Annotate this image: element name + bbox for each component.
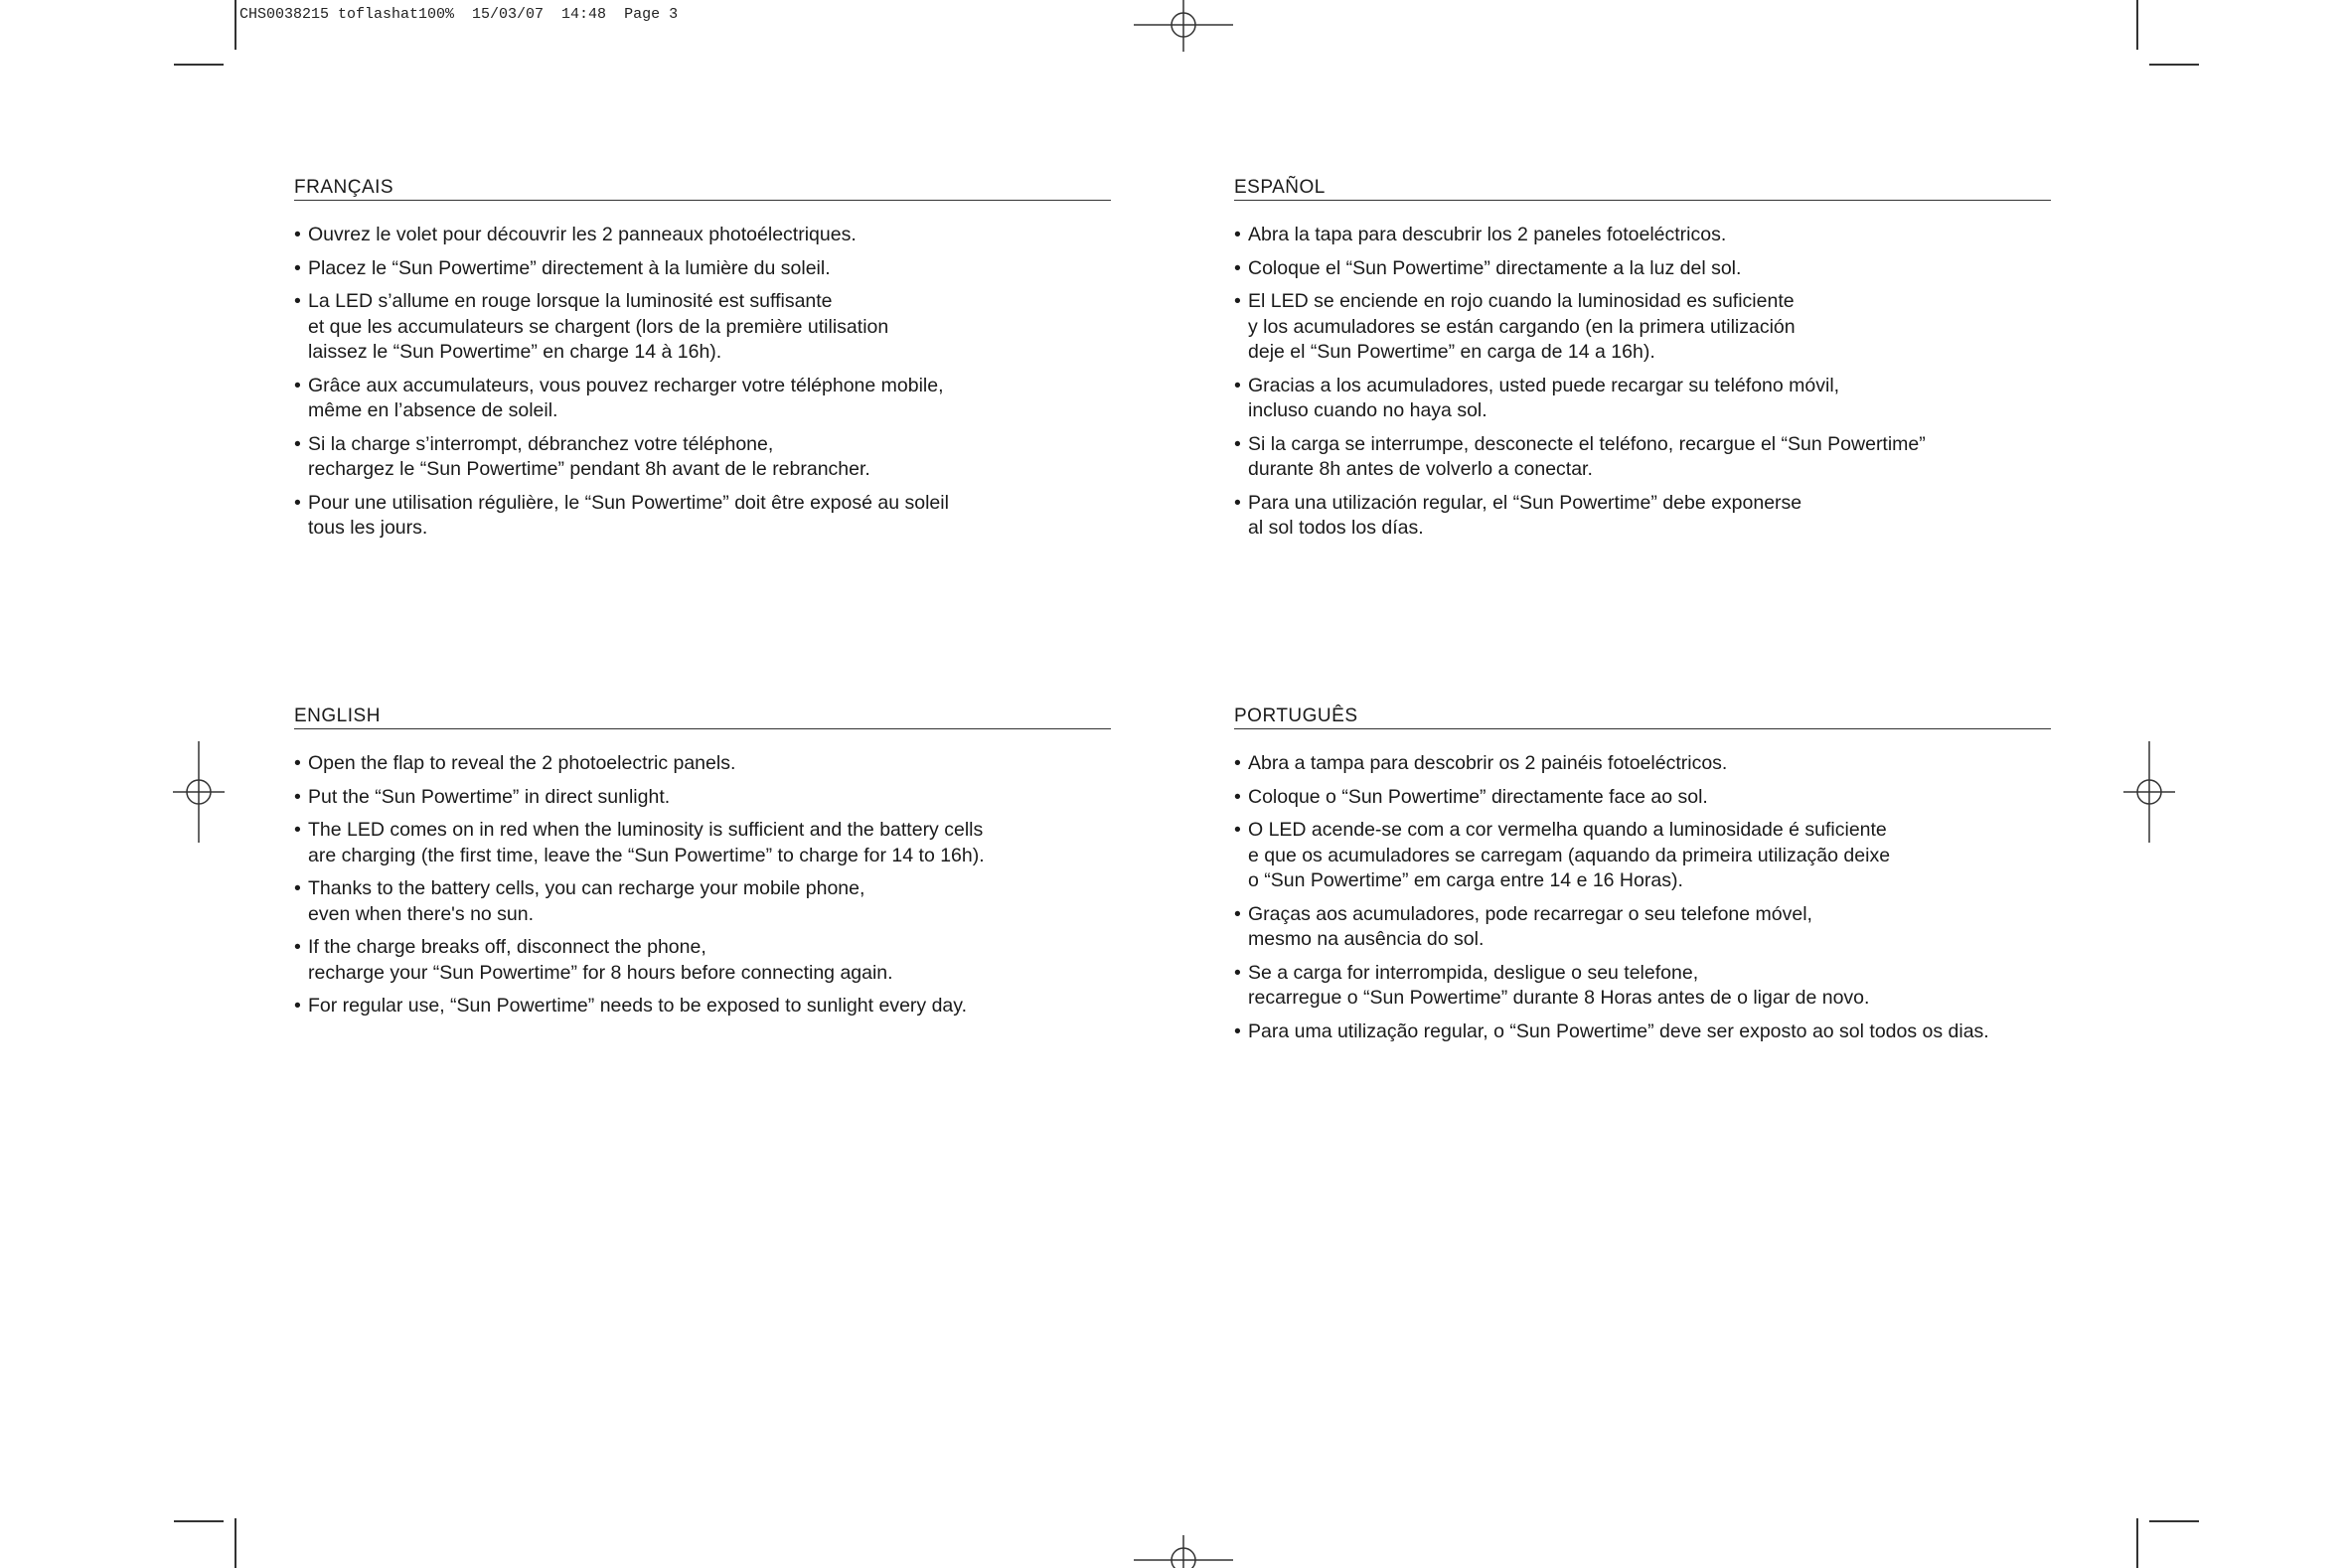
list-item: • Si la charge s’interrompt, débranchez votre téléphone, rechargez le “Sun Powertime” pendant 8h avant de le rebrancher. [294, 432, 1111, 483]
registration-mark-left [173, 741, 225, 843]
list-item: • Si la carga se interrumpe, desconecte el teléfono, recargue el “Sun Powertime” durante 8h antes de volverlo a conectar. [1234, 432, 2051, 483]
section-heading: FRANÇAIS [294, 177, 1111, 201]
print-slug-line: CHS0038215 toflashat100% 15/03/07 14:48 Page 3 [239, 6, 679, 23]
section-heading: PORTUGUÊS [1234, 706, 2051, 729]
crop-mark [235, 0, 236, 50]
crop-mark [174, 1520, 224, 1522]
list-item: • Put the “Sun Powertime” in direct sunlight. [294, 785, 1111, 811]
instruction-list [1234, 223, 2051, 542]
list-item: • Pour une utilisation régulière, le “Sun Powertime” doit être exposé au soleil tous les jours. [294, 491, 1111, 542]
crop-mark [2149, 1520, 2199, 1522]
registration-mark-bottom [1134, 1535, 1233, 1568]
section-portugues [1234, 706, 2051, 1052]
registration-mark-right [2123, 741, 2175, 843]
list-item: • Graças aos acumuladores, pode recarregar o seu telefone móvel, mesmo na ausência do sol. [1234, 902, 2051, 953]
crop-mark [2136, 0, 2138, 50]
list-item: • For regular use, “Sun Powertime” needs to be exposed to sunlight every day. [294, 994, 1111, 1019]
list-item: • Para una utilización regular, el “Sun Powertime” debe exponerse al sol todos los días. [1234, 491, 2051, 542]
list-item: • La LED s’allume en rouge lorsque la luminosité est suffisante et que les accumulateurs se chargent (lors de la première utilisation laissez le “Sun Powertime” en charge 14 à 16h). [294, 289, 1111, 366]
crop-mark [174, 64, 224, 66]
list-item: • Coloque el “Sun Powertime” directamente a la luz del sol. [1234, 256, 2051, 282]
list-item: • El LED se enciende en rojo cuando la luminosidad es suficiente y los acumuladores se están cargando (en la primera utilización deje el “Sun Powertime” en carga de 14 a 16h). [1234, 289, 2051, 366]
list-item: • Thanks to the battery cells, you can recharge your mobile phone, even when there's no sun. [294, 876, 1111, 927]
instruction-list [294, 223, 1111, 542]
instruction-list [1234, 751, 2051, 1044]
section-heading: ENGLISH [294, 706, 1111, 729]
list-item: • Open the flap to reveal the 2 photoelectric panels. [294, 751, 1111, 777]
list-item: • Gracias a los acumuladores, usted puede recargar su teléfono móvil, incluso cuando no haya sol. [1234, 374, 2051, 424]
list-item: • The LED comes on in red when the luminosity is sufficient and the battery cells are charging (the first time, leave the “Sun Powertime” to charge for 14 to 16h). [294, 818, 1111, 868]
list-item: • Placez le “Sun Powertime” directement à la lumière du soleil. [294, 256, 1111, 282]
list-item: • Ouvrez le volet pour découvrir les 2 panneaux photoélectriques. [294, 223, 1111, 248]
crop-mark [2149, 64, 2199, 66]
crop-mark [235, 1518, 236, 1568]
registration-mark-top [1134, 0, 1233, 52]
list-item: • O LED acende-se com a cor vermelha quando a luminosidade é suficiente e que os acumuladores se carregam (aquando da primeira utilização deixe o “Sun Powertime” em carga entre 14 e 16 Horas). [1234, 818, 2051, 894]
section-english [294, 706, 1111, 1027]
list-item: • Grâce aux accumulateurs, vous pouvez recharger votre téléphone mobile, même en l’absence de soleil. [294, 374, 1111, 424]
section-francais [294, 177, 1111, 549]
section-espanol [1234, 177, 2051, 549]
list-item: • Se a carga for interrompida, desligue o seu telefone, recarregue o “Sun Powertime” durante 8 Horas antes de o ligar de novo. [1234, 961, 2051, 1012]
list-item: • Para uma utilização regular, o “Sun Powertime” deve ser exposto ao sol todos os dias. [1234, 1019, 2051, 1045]
instruction-list [294, 751, 1111, 1019]
crop-mark [2136, 1518, 2138, 1568]
list-item: • Abra a tampa para descobrir os 2 painéis fotoeléctricos. [1234, 751, 2051, 777]
list-item: • Coloque o “Sun Powertime” directamente face ao sol. [1234, 785, 2051, 811]
list-item: • Abra la tapa para descubrir los 2 paneles fotoeléctricos. [1234, 223, 2051, 248]
section-heading: ESPAÑOL [1234, 177, 2051, 201]
list-item: • If the charge breaks off, disconnect the phone, recharge your “Sun Powertime” for 8 hours before connecting again. [294, 935, 1111, 986]
